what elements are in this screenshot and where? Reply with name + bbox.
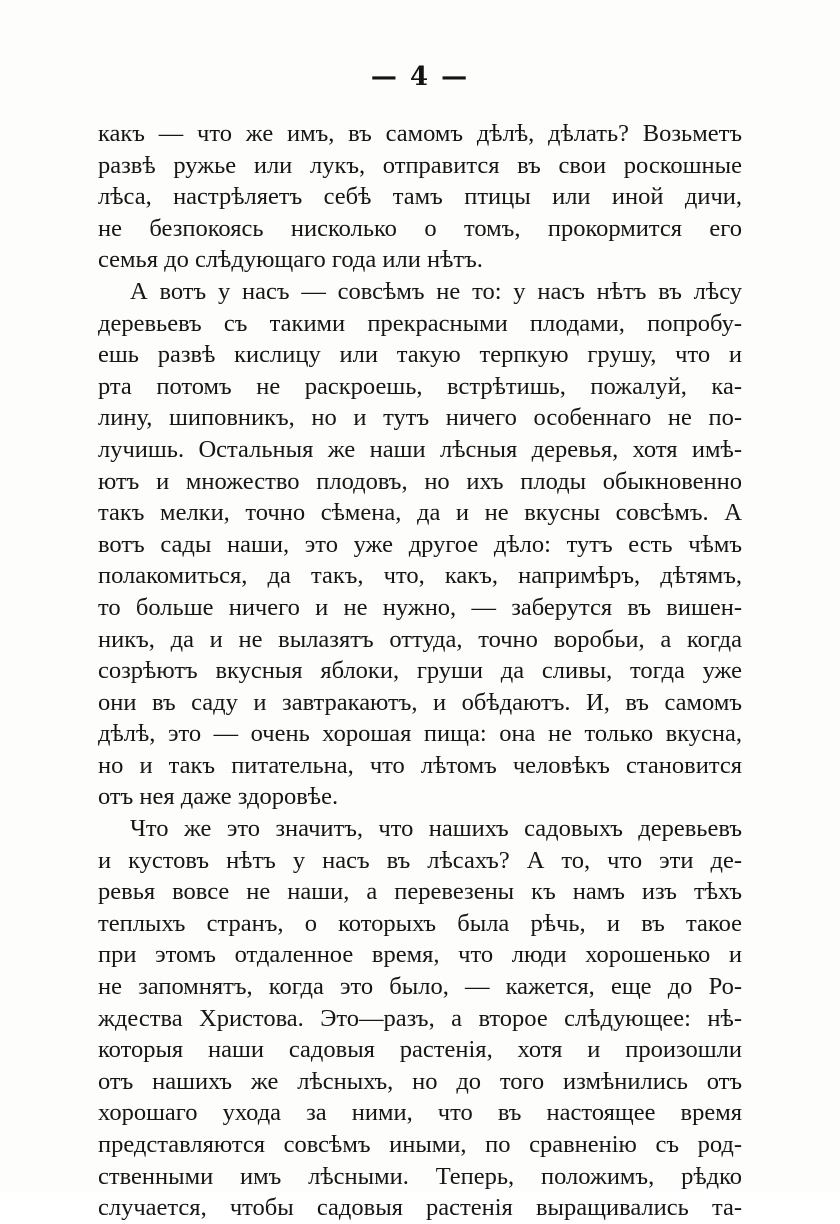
text-line: и кустовъ нѣтъ у насъ въ лѣсахъ? А то, что эти де- [98, 846, 742, 874]
text-line: никъ, да и не вылазятъ оттуда, точно воробьи, а когда [98, 625, 742, 653]
text-line: семья до слѣдующаго года или нѣтъ. [98, 246, 483, 274]
page-body-text [98, 118, 742, 1224]
text-line: ютъ и множество плодовъ, но ихъ плоды обыкновенно [98, 467, 742, 495]
text-line: то больше ничего и не нужно, — заберутся въ вишен- [98, 593, 742, 621]
text-line: такъ мелки, точно сѣмена, да и не вкусны совсѣмъ. А [98, 499, 742, 527]
text-line: созрѣютъ вкусныя яблоки, груши да сливы, тогда уже [98, 657, 742, 685]
text-line: лѣса, настрѣляетъ себѣ тамъ птицы или иной дичи, [98, 183, 742, 211]
text-line: хорошаго ухода за ними, что въ настоящее время [98, 1099, 742, 1127]
text-line: отъ нашихъ же лѣсныхъ, но до того измѣнились отъ [98, 1067, 742, 1095]
text-line: которыя наши садовыя растенія, хотя и произошли [98, 1036, 742, 1064]
text-line: развѣ ружье или лукъ, отправится въ свои роскошные [98, 151, 742, 179]
text-line: какъ — что же имъ, въ самомъ дѣлѣ, дѣлать? Возьметъ [98, 120, 742, 147]
text-line: но и такъ питательна, что лѣтомъ человѣкъ становится [98, 751, 742, 779]
text-line: ревья вовсе не наши, а перевезены къ намъ изъ тѣхъ [98, 878, 742, 906]
text-line: лину, шиповникъ, но и тутъ ничего особеннаго не по- [98, 404, 742, 432]
text-line: отъ нея даже здоровѣе. [98, 783, 339, 811]
text-line: А вотъ у насъ — совсѣмъ не то: у насъ нѣтъ въ лѣсу [130, 277, 742, 305]
text-line: вотъ сады наши, это уже другое дѣло: тутъ есть чѣмъ [98, 530, 742, 558]
text-line: не запомнятъ, когда это было, — кажется, еще до Ро- [98, 973, 742, 1001]
text-line: Что же это значитъ, что нашихъ садовыхъ деревьевъ [130, 815, 742, 843]
text-line: ждества Христова. Это—разъ, а второе слѣдующее: нѣ- [98, 1004, 742, 1032]
text-line: ешь развѣ кислицу или такую терпкую грушу, что и [98, 341, 742, 369]
text-line: представляются совсѣмъ иными, по сравненію съ род- [98, 1131, 742, 1158]
text-line: не безпокоясь нисколько о томъ, прокормится его [98, 214, 742, 242]
text-line: ственными имъ лѣсными. Теперь, положимъ, рѣдко [98, 1162, 742, 1190]
text-line: они въ саду и завтракаютъ, и обѣдаютъ. И, въ самомъ [98, 688, 742, 716]
text-line: случается, чтобы садовыя растенія выращивались та- [98, 1194, 742, 1222]
text-line: теплыхъ странъ, о которыхъ была рѣчь, и въ такое [98, 909, 742, 937]
text-line: дѣлѣ, это — очень хорошая пища: она не только вкусна, [98, 720, 742, 748]
text-line: деревьевъ съ такими прекрасными плодами, попробу- [98, 309, 742, 337]
text-line: рта потомъ не раскроешь, встрѣтишь, пожалуй, ка- [98, 372, 742, 400]
text-line: лучишь. Остальныя же наши лѣсныя деревья, хотя имѣ- [98, 435, 742, 463]
text-line: полакомиться, да такъ, что, какъ, напримѣръ, дѣтямъ, [98, 562, 742, 590]
page-number: — 4 — [370, 62, 470, 92]
text-line: при этомъ отдаленное время, что люди хорошенько и [98, 941, 742, 969]
